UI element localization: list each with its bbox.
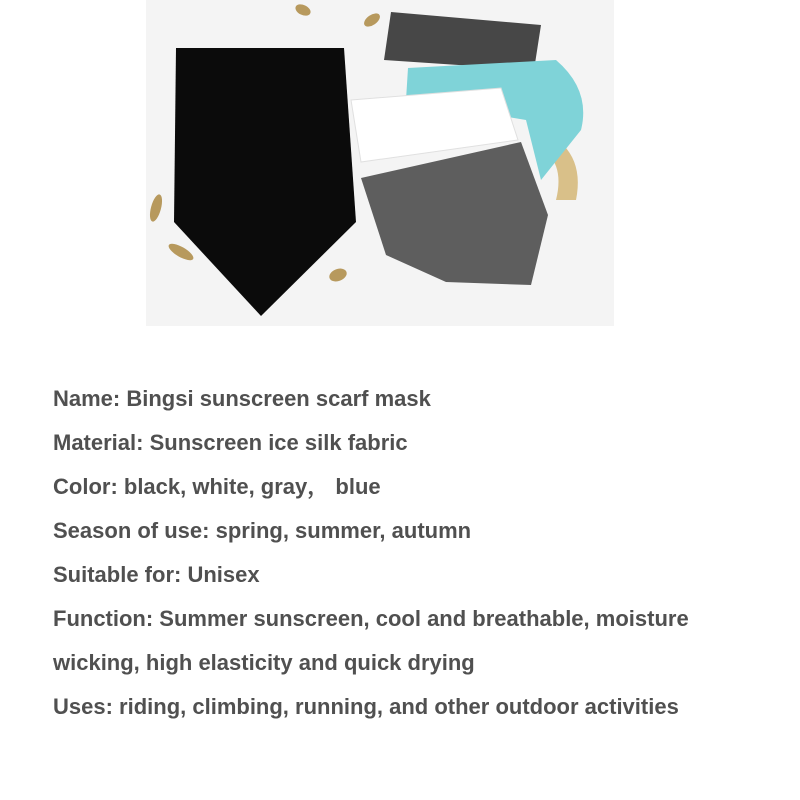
spec-season: Season of use: spring, summer, autumn [53,518,472,543]
spec-suitable: Suitable for: Unisex [53,562,260,587]
spec-material: Material: Sunscreen ice silk fabric [53,430,408,455]
spec-function: Function: Summer sunscreen, cool and breathable, moisture [53,606,689,631]
spec-uses: Uses: riding, climbing, running, and other outdoor activities [53,694,679,719]
spec-function-continued: wicking, high elasticity and quick drying [53,650,475,675]
spec-name: Name: Bingsi sunscreen scarf mask [53,386,431,411]
scarf-illustration [146,0,614,326]
product-photo [146,0,614,326]
spec-list [53,377,783,729]
spec-color: Color: black, white, gray， blue [53,474,381,499]
